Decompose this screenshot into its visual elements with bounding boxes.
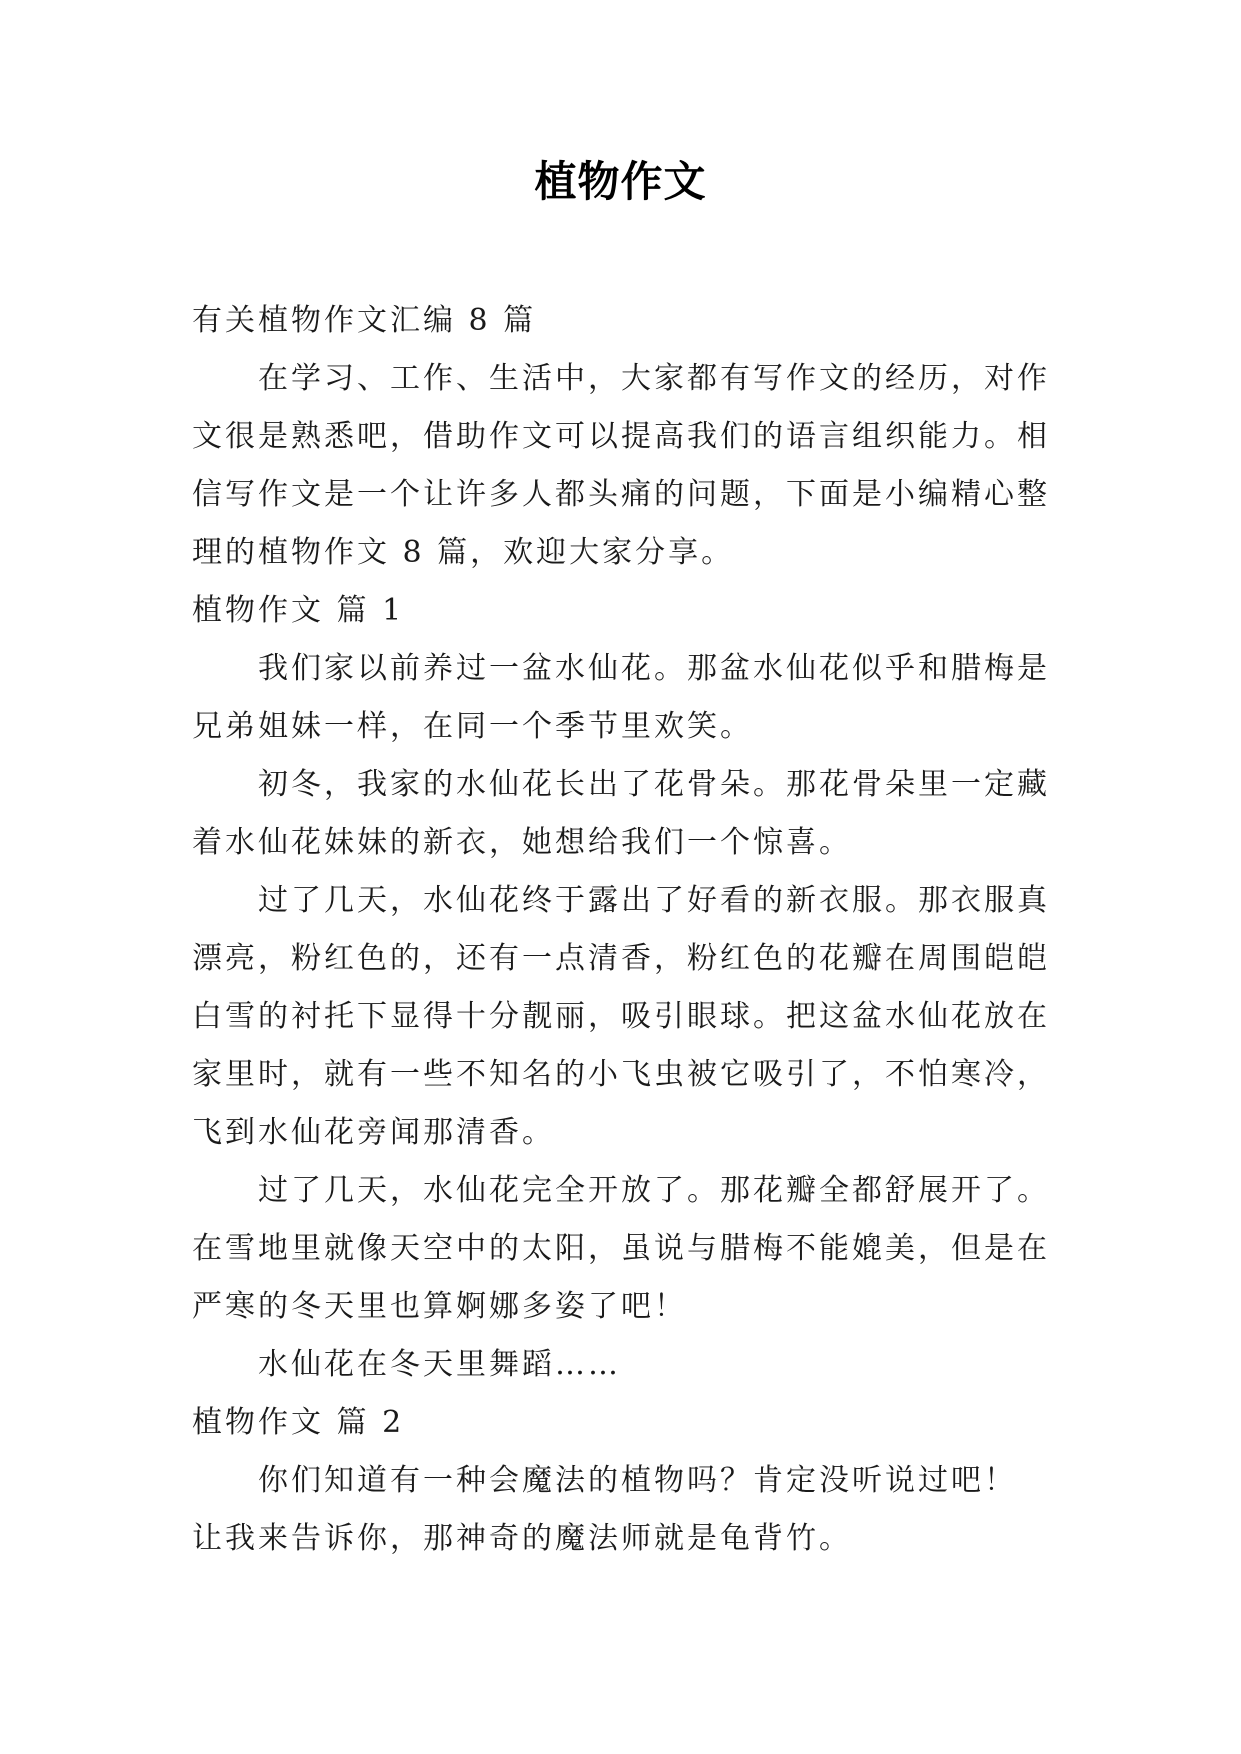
section-heading-1: 植物作文 篇 1	[192, 593, 405, 628]
paragraph-line: 信写作文是一个让许多人都头痛的问题，下面是小编精心整	[192, 477, 1050, 512]
document-body	[192, 292, 1058, 1568]
paragraph-line: 白雪的衬托下显得十分靓丽，吸引眼球。把这盆水仙花放在	[192, 999, 1050, 1034]
paragraph-line: 在雪地里就像天空中的太阳，虽说与腊梅不能媲美，但是在	[192, 1231, 1050, 1266]
paragraph-line: 水仙花在冬天里舞蹈……	[258, 1347, 621, 1382]
paragraph-line: 着水仙花妹妹的新衣，她想给我们一个惊喜。	[192, 825, 852, 860]
paragraph-line: 过了几天，水仙花终于露出了好看的新衣服。那衣服真	[258, 883, 1050, 918]
paragraph-line: 文很是熟悉吧，借助作文可以提高我们的语言组织能力。相	[192, 419, 1050, 454]
paragraph-line: 飞到水仙花旁闻那清香。	[192, 1115, 555, 1150]
paragraph-line: 在学习、工作、生活中，大家都有写作文的经历，对作	[258, 361, 1050, 396]
document-title: 植物作文	[534, 157, 707, 206]
paragraph-line: 兄弟姐妹一样，在同一个季节里欢笑。	[192, 709, 753, 744]
paragraph-line: 你们知道有一种会魔法的植物吗？肯定没听说过吧！	[258, 1463, 1017, 1498]
paragraph-line: 我们家以前养过一盆水仙花。那盆水仙花似乎和腊梅是	[258, 651, 1050, 686]
paragraph-line: 家里时，就有一些不知名的小飞虫被它吸引了，不怕寒冷，	[192, 1057, 1050, 1092]
paragraph-line: 严寒的冬天里也算婀娜多姿了吧！	[192, 1289, 687, 1324]
paragraph-line: 让我来告诉你，那神奇的魔法师就是龟背竹。	[192, 1521, 852, 1556]
paragraph-line: 漂亮，粉红色的，还有一点清香，粉红色的花瓣在周围皑皑	[192, 941, 1050, 976]
paragraph-line: 初冬，我家的水仙花长出了花骨朵。那花骨朵里一定藏	[258, 767, 1050, 802]
paragraph-line: 过了几天，水仙花完全开放了。那花瓣全都舒展开了。	[258, 1173, 1050, 1208]
section-heading-2: 植物作文 篇 2	[192, 1405, 405, 1440]
intro-heading: 有关植物作文汇编 8 篇	[192, 303, 537, 338]
paragraph-line: 理的植物作文 8 篇，欢迎大家分享。	[192, 535, 735, 570]
